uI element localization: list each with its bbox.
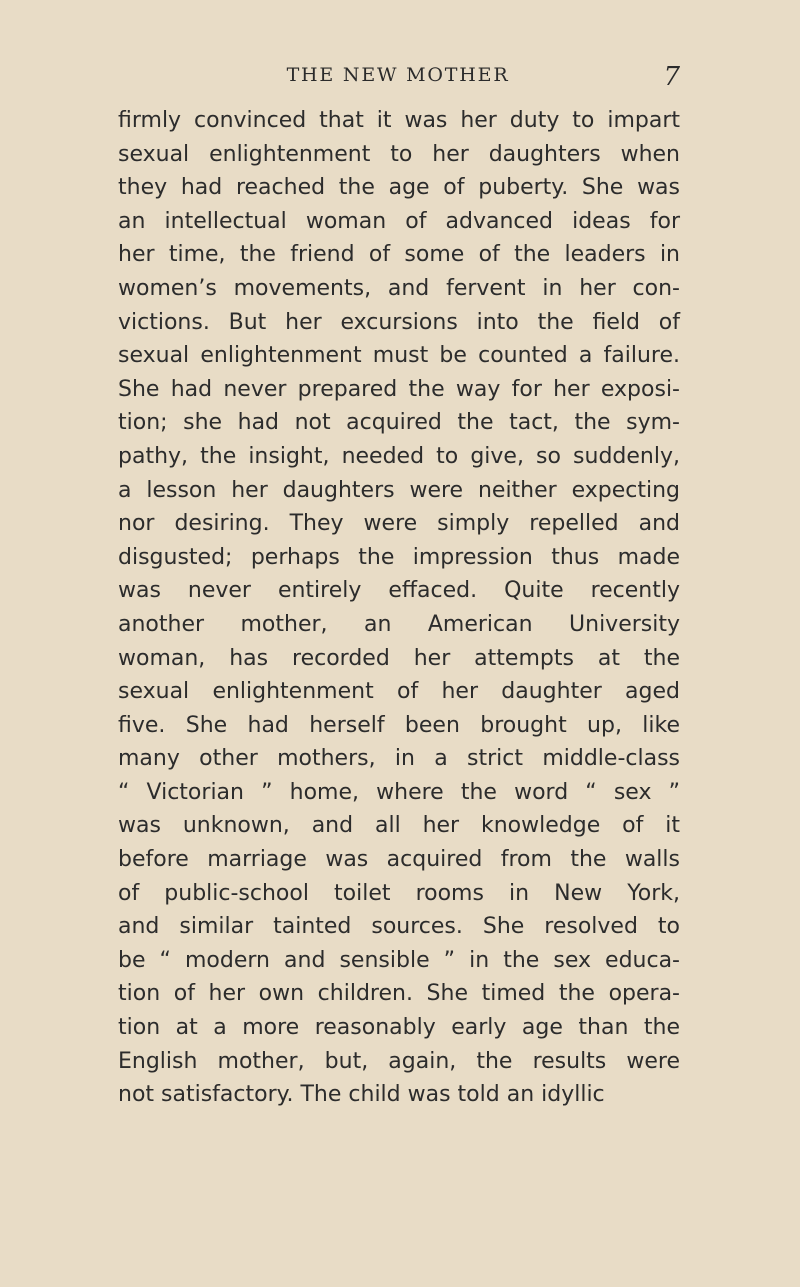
text-line-18: sexual enlightenment of her daughter aged xyxy=(118,679,680,705)
text-line-12: a lesson her daughters were neither expecting xyxy=(118,477,680,503)
running-header xyxy=(118,62,678,92)
text-line-11: pathy, the insight, needed to give, so suddenly, xyxy=(118,443,680,469)
text-line-22: was unknown, and all her knowledge of it xyxy=(118,813,680,839)
text-line-5: her time, the friend of some of the leaders in xyxy=(118,242,680,268)
text-line-13: nor desiring. They were simply repelled and xyxy=(118,511,680,537)
text-line-8: sexual enlightenment must be counted a failure. xyxy=(118,343,680,369)
page-number: 7 xyxy=(663,62,680,92)
text-line-26: be “ modern and sensible ” in the sex educa- xyxy=(118,947,680,973)
text-line-29: English mother, but, again, the results were xyxy=(118,1048,680,1074)
text-line-17: woman, has recorded her attempts at the xyxy=(118,645,680,671)
text-line-27: tion of her own children. She timed the opera- xyxy=(118,981,680,1007)
text-line-1: firmly convinced that it was her duty to impart xyxy=(118,108,680,133)
text-line-16: another mother, an American University xyxy=(118,611,680,637)
text-line-10: tion; she had not acquired the tact, the sym- xyxy=(118,410,680,436)
text-line-24: of public-school toilet rooms in New York, xyxy=(118,880,680,906)
body-text xyxy=(118,104,680,1112)
text-line-2: sexual enlightenment to her daughters when xyxy=(118,141,680,167)
text-line-30: not satisfactory. The child was told an idyllic xyxy=(118,1082,605,1108)
text-line-9: She had never prepared the way for her exposi- xyxy=(118,376,680,402)
text-line-4: an intellectual woman of advanced ideas for xyxy=(118,208,680,234)
text-line-25: and similar tainted sources. She resolved to xyxy=(118,914,680,940)
text-line-20: many other mothers, in a strict middle-class xyxy=(118,746,680,772)
text-line-7: victions. But her excursions into the field of xyxy=(118,309,680,335)
text-line-15: was never entirely effaced. Quite recently xyxy=(118,578,680,604)
text-line-28: tion at a more reasonably early age than the xyxy=(118,1015,680,1041)
running-title: THE NEW MOTHER xyxy=(286,64,510,86)
text-line-23: before marriage was acquired from the walls xyxy=(118,847,680,873)
text-line-21: “ Victorian ” home, where the word “ sex ” xyxy=(118,779,680,805)
text-line-6: women’s movements, and fervent in her con- xyxy=(118,275,680,301)
text-line-14: disgusted; perhaps the impression thus made xyxy=(118,544,680,570)
text-line-3: they had reached the age of puberty. She was xyxy=(118,175,680,201)
text-line-19: five. She had herself been brought up, like xyxy=(118,712,680,738)
